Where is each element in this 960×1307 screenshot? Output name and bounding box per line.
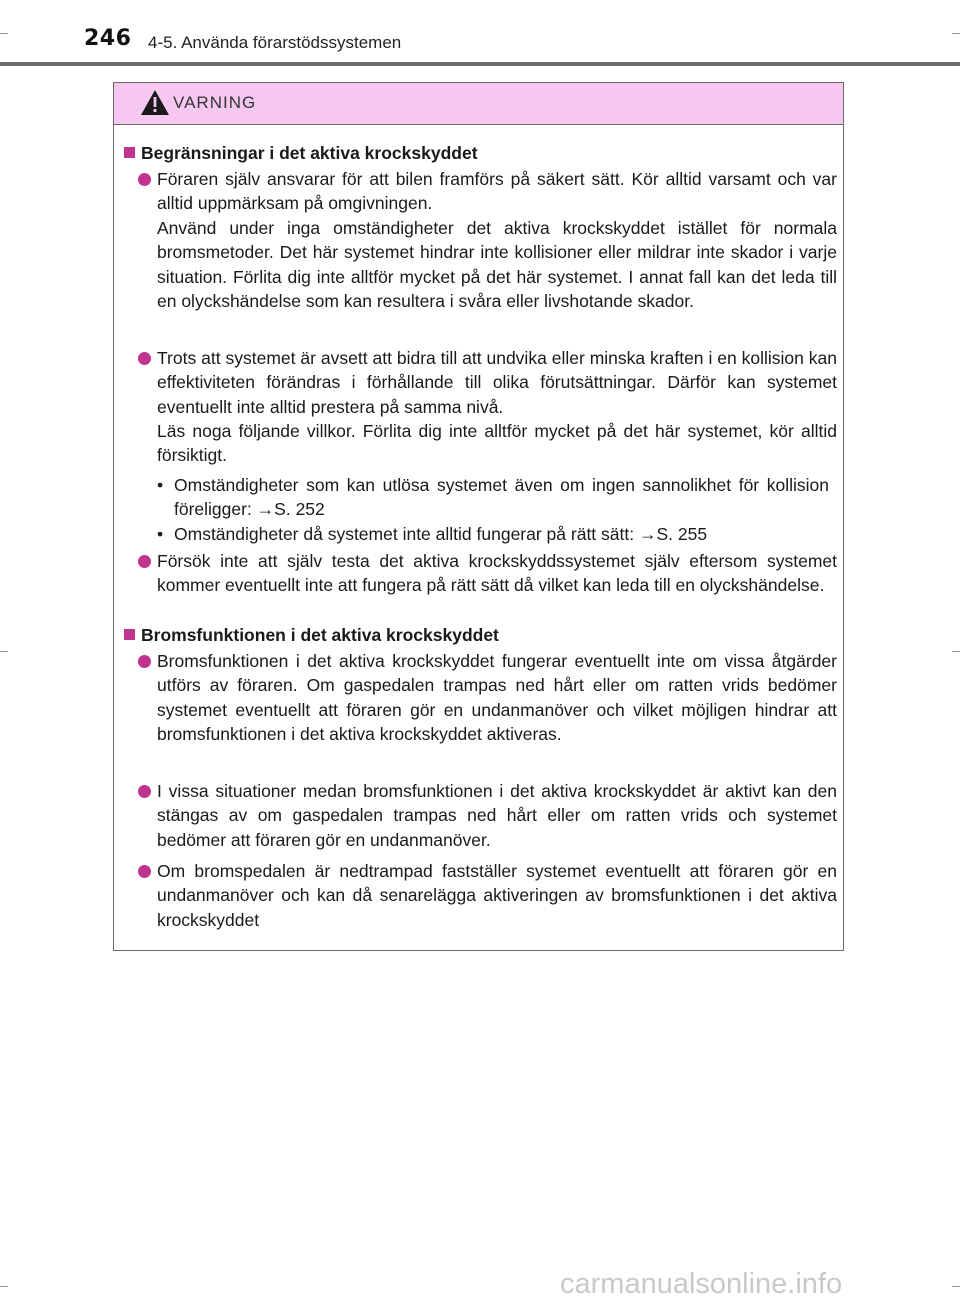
list-item: Om bromspedalen är nedtrampad fastställer systemet eventuellt att föraren gör en undanmanöver och kan då senarelägga aktiveringen av bromsfunktionen i det aktiva krockskyddet xyxy=(157,861,837,930)
round-bullet-icon xyxy=(138,655,151,668)
round-bullet-icon xyxy=(138,785,151,798)
crop-mark xyxy=(952,1286,960,1287)
warning-title: VARNING xyxy=(173,93,257,112)
square-bullet-icon xyxy=(124,147,135,158)
crop-mark xyxy=(952,651,960,652)
header-rule xyxy=(0,62,960,66)
round-bullet-icon xyxy=(138,865,151,878)
crop-mark xyxy=(0,651,8,652)
page-number: 246 xyxy=(84,26,132,51)
list-item: Föraren själv ansvarar för att bilen framförs på säkert sätt. Kör alltid varsamt och var alltid uppmärksam på omgivningen. xyxy=(157,169,837,214)
round-bullet-icon xyxy=(138,352,151,365)
warning-header xyxy=(114,83,843,125)
watermark: carmanualsonline.info xyxy=(560,1268,843,1300)
warning-box xyxy=(113,82,844,951)
round-bullet-icon xyxy=(138,555,151,568)
list-item-continuation: Läs noga följande villkor. Förlita dig inte alltför mycket på det här systemet, kör alltid försiktigt. xyxy=(157,421,837,466)
section-title: 4-5. Använda förarstödssystemen xyxy=(148,33,402,52)
section-heading-text: Begränsningar i det aktiva krockskyddet xyxy=(141,143,478,163)
crop-mark xyxy=(0,1286,8,1287)
list-item: Försök inte att själv testa det aktiva krockskyddssystemet själv eftersom systemet kommer eventuellt inte att fungera på rätt sätt då vilket kan leda till en olyckshändelse. xyxy=(157,551,837,596)
sub-list-item: • Omständigheter då systemet inte alltid fungerar på rätt sätt: →S. 255 xyxy=(157,524,708,544)
section-heading xyxy=(124,143,478,164)
warning-triangle-icon xyxy=(140,89,170,116)
sub-list-item: • Omständigheter som kan utlösa systemet även om ingen sannolikhet för kollision föreligger: →S. 252 xyxy=(157,475,829,520)
list-item: Trots att systemet är avsett att bidra till att undvika eller minska kraften i en kollision kan effektiviteten förändras i förhållande till olika förutsättningar. Därför kan systemet eventuellt inte alltid prestera på samma nivå. xyxy=(157,348,837,417)
section-heading xyxy=(124,625,499,646)
list-item: I vissa situationer medan bromsfunktionen i det aktiva krockskyddet är aktivt kan den stängas av om gaspedalen trampas ned hårt eller om ratten vrids och systemet bedömer att föraren gör en undanmanöver. xyxy=(157,781,837,850)
square-bullet-icon xyxy=(124,629,135,640)
list-item: Bromsfunktionen i det aktiva krockskyddet fungerar eventuellt inte om vissa åtgärder utförs av föraren. Om gaspedalen trampas ned hårt eller om ratten vrids bedömer systemet eventuellt att föraren gör en undanmanöver och vilket möjligen hindrar att bromsfunktionen i det aktiva krockskyddet aktiveras. xyxy=(157,651,837,744)
list-item-continuation: Använd under inga omständigheter det aktiva krockskyddet istället för normala bromsmetoder. Det här systemet hindrar inte kollisioner eller mildrar inte skador i varje situation. Förlita dig inte alltför mycket på det här systemet. I annat fall kan det leda till en olyckshändelse som kan resultera i svåra eller livshotande skador. xyxy=(157,218,837,311)
page-header xyxy=(0,0,960,60)
round-bullet-icon xyxy=(138,173,151,186)
section-heading-text: Bromsfunktionen i det aktiva krockskyddet xyxy=(141,625,499,645)
